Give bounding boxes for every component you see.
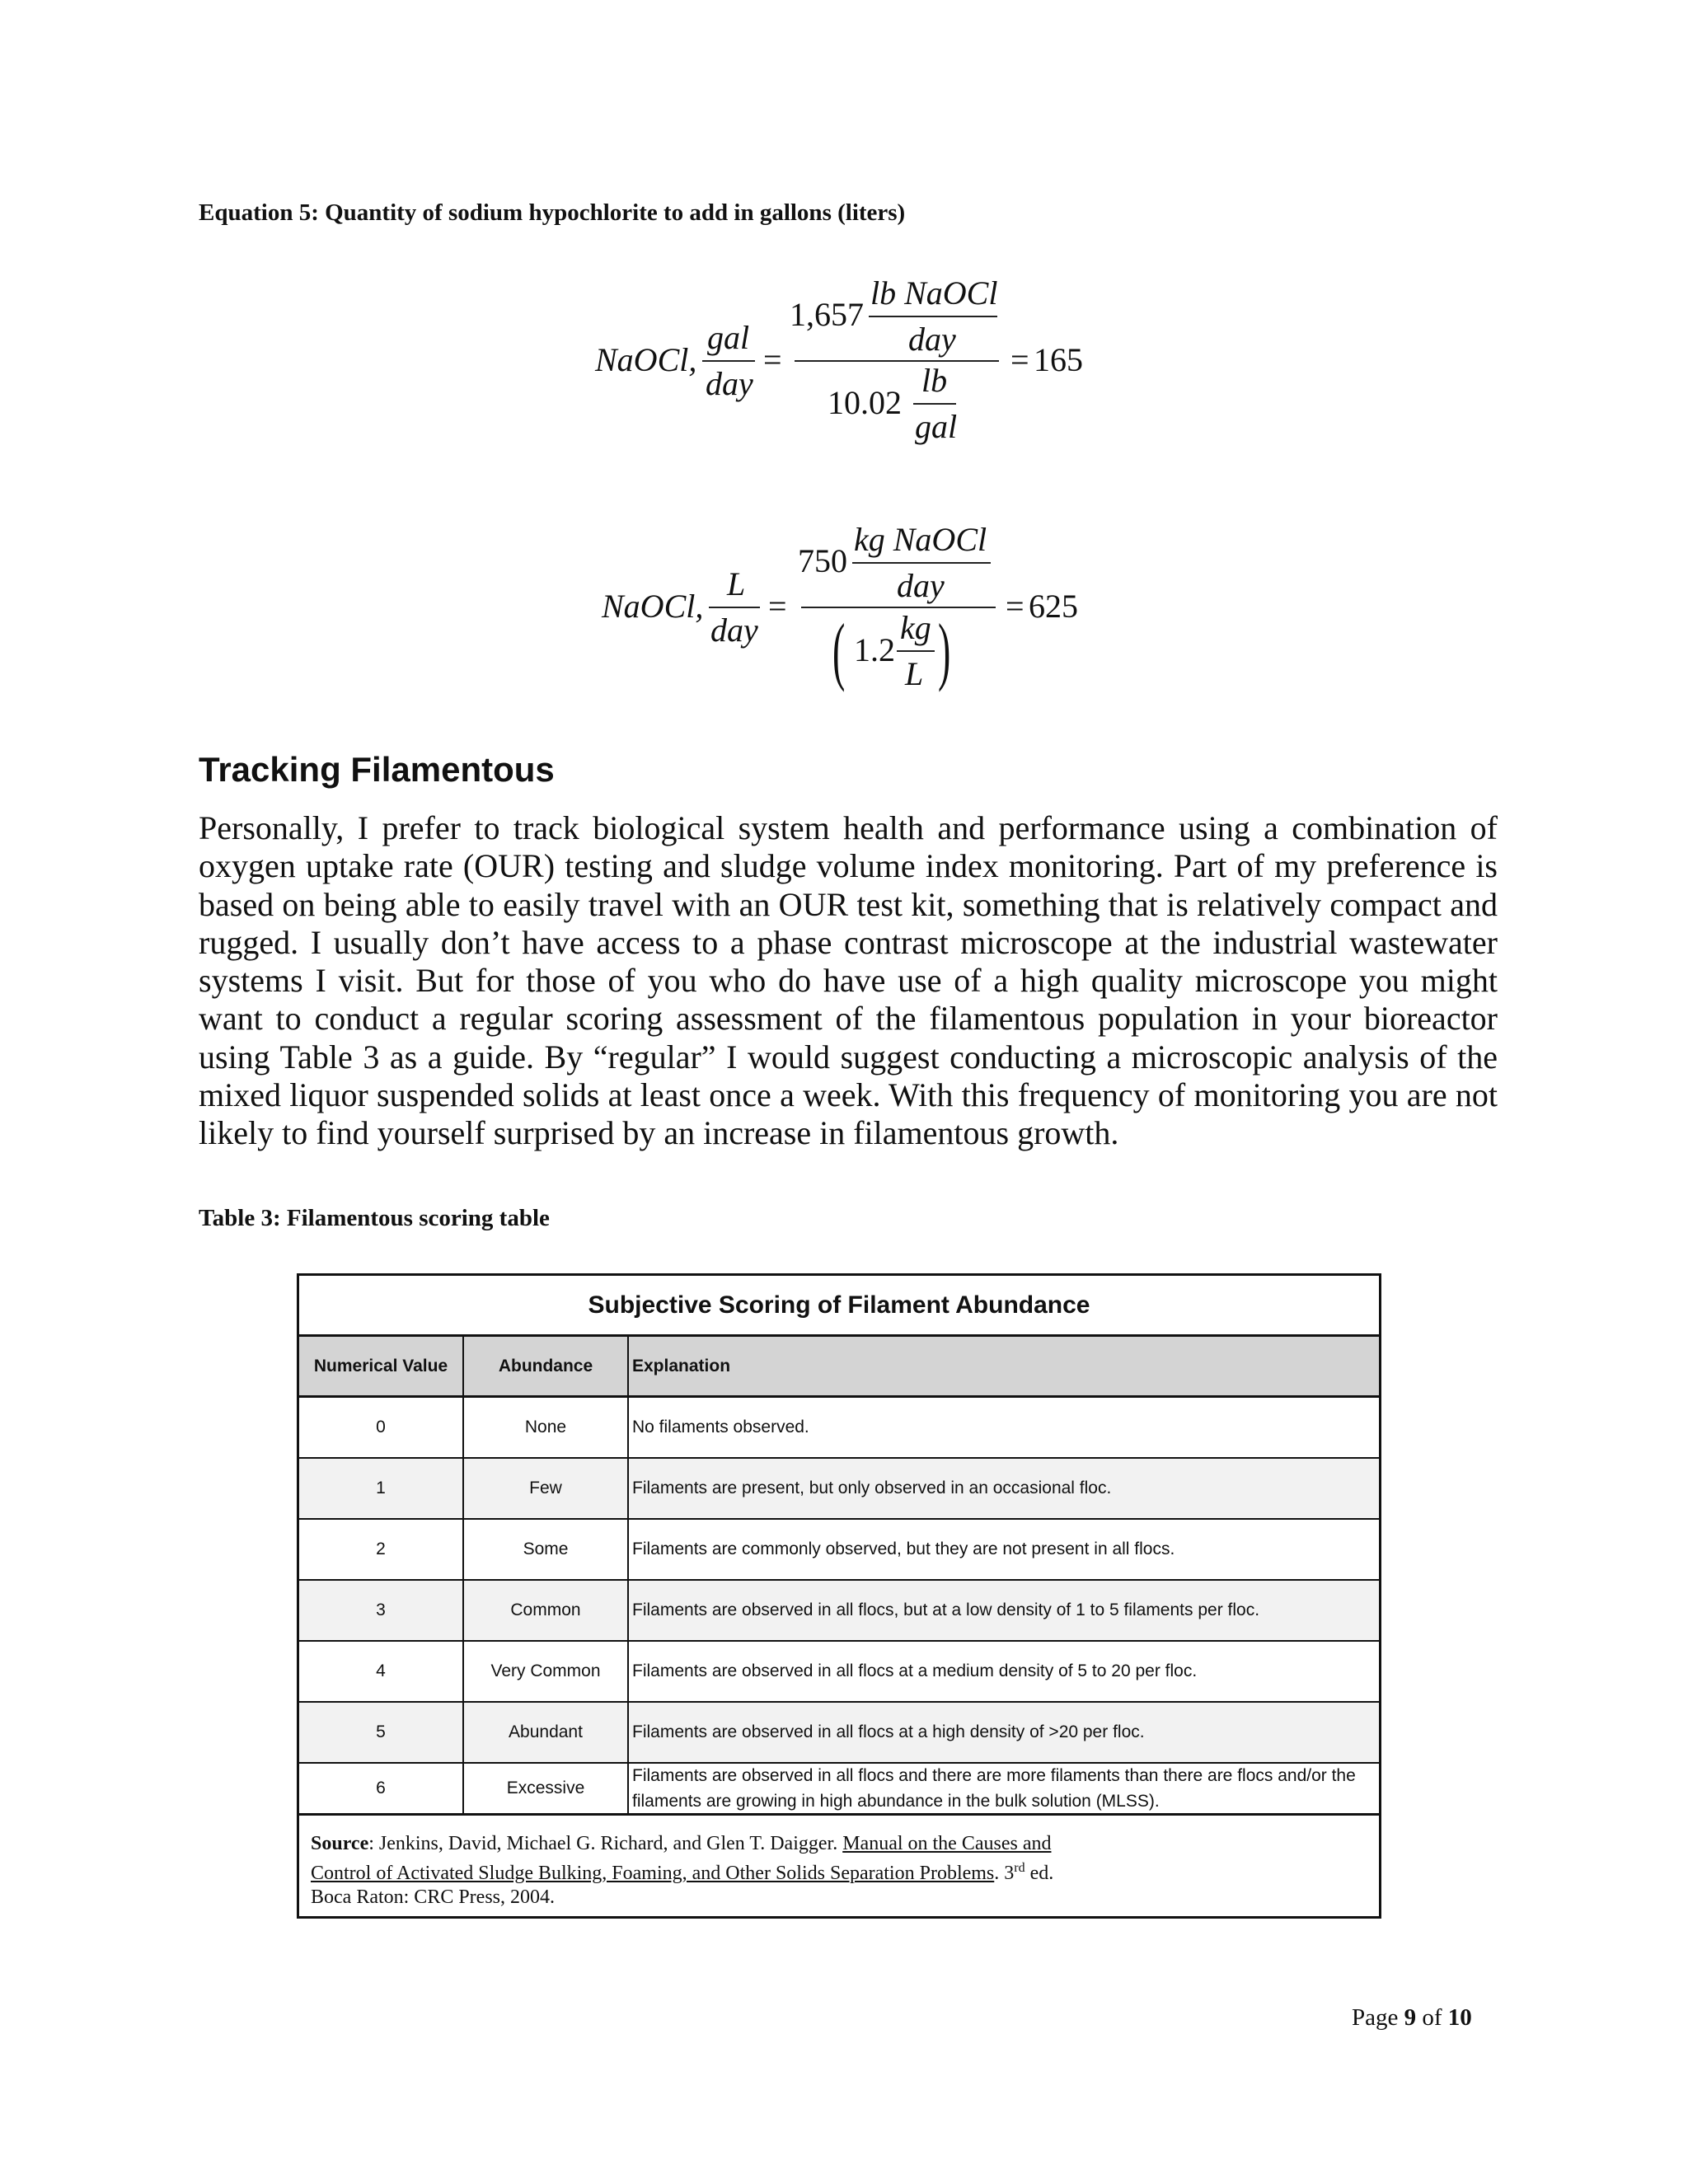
- eq1-equals-2: =: [1010, 341, 1029, 378]
- row-explanation: Filaments are observed in all flocs at a medium density of 5 to 20 per floc.: [632, 1661, 1198, 1680]
- row-abundance: Abundant: [464, 1703, 629, 1762]
- row-value: 6: [299, 1764, 464, 1813]
- table-row: [299, 1398, 1379, 1459]
- row-explanation: Filaments are observed in all flocs and there are more filaments than there are flocs and/or the filaments are growing in high abundance in the bulk solution (MLSS).: [632, 1766, 1356, 1811]
- eq1-main-fraction-bar: [795, 360, 999, 362]
- eq1-unit-top-den: day: [908, 321, 956, 358]
- footer-of-word: of: [1416, 2004, 1448, 2031]
- row-abundance: Common: [464, 1581, 629, 1640]
- header-explanation: Explanation: [632, 1356, 731, 1376]
- eq1-unit-bottom-num: lb: [921, 362, 948, 399]
- eq2-result: 625: [1029, 588, 1078, 625]
- table-row: [299, 1581, 1379, 1642]
- table-row: [299, 1703, 1379, 1764]
- table-row: [299, 1459, 1379, 1520]
- eq2-equals-1: =: [768, 588, 787, 625]
- eq1-unit-bottom-den: gal: [915, 408, 958, 445]
- eq2-unit-top-num: kg NaOCl: [854, 521, 987, 558]
- page-footer: [1352, 2004, 1472, 2032]
- eq2-unit-top-den: day: [897, 567, 945, 604]
- row-abundance: Excessive: [464, 1764, 629, 1813]
- equation-caption: Equation 5: Quantity of sodium hypochlorite to add in gallons (liters): [199, 199, 906, 226]
- row-abundance: None: [464, 1398, 629, 1457]
- row-abundance: Very Common: [464, 1642, 629, 1701]
- filament-scoring-table: [297, 1273, 1381, 1919]
- table-row: [299, 1764, 1379, 1813]
- row-explanation: Filaments are observed in all flocs at a high density of >20 per floc.: [632, 1722, 1145, 1741]
- footer-page-word: Page: [1352, 2004, 1404, 2031]
- header-numerical-value: Numerical Value: [299, 1337, 464, 1395]
- row-explanation: No filaments observed.: [632, 1418, 809, 1436]
- row-value: 1: [299, 1459, 464, 1518]
- eq1-unit-bottom-bar: [913, 403, 956, 405]
- eq1-lhs-fraction-bar: [702, 360, 755, 362]
- row-value: 5: [299, 1703, 464, 1762]
- source-edition-pre: . 3: [994, 1863, 1015, 1884]
- eq1-coef-top: 1,657: [790, 296, 864, 333]
- body-paragraph: Personally, I prefer to track biological system health and performance using a combination of oxygen uptake rate (OUR) testing and sludge volume index monitoring. Part of my preference is based on being able to easily travel with an OUR test kit, something that is relatively compact and rugged. I usually don’t have access to a phase contrast microscope at the industrial wastewater systems I visit. But for those of you who do have use of a high quality microscope you might want to conduct a regular scoring assessment of the filamentous population in your bioreactor using Table 3 as a guide. By “regular” I would suggest conducting a microscopic analysis of the mixed liquor suspended solids at least once a week. With this frequency of monitoring you are not likely to find yourself surprised by an increase in filamentous growth.: [199, 809, 1498, 1152]
- table-title: Subjective Scoring of Filament Abundance: [299, 1276, 1379, 1337]
- table-header-row: [299, 1337, 1379, 1398]
- row-abundance: Some: [464, 1520, 629, 1579]
- row-value: 2: [299, 1520, 464, 1579]
- section-heading: Tracking Filamentous: [199, 750, 555, 789]
- source-edition-post: ed.: [1025, 1863, 1054, 1884]
- eq2-coef-bottom: 1.2: [854, 631, 895, 668]
- eq1-unit-top-num: lb NaOCl: [870, 274, 998, 312]
- eq2-unit-bottom-den: L: [905, 655, 924, 692]
- source-title-line1: Manual on the Causes and: [842, 1833, 1052, 1854]
- eq2-unit-bottom-num: kg: [900, 609, 931, 646]
- row-value: 4: [299, 1642, 464, 1701]
- footer-total-pages: 10: [1447, 2004, 1472, 2031]
- header-abundance: Abundance: [464, 1337, 629, 1395]
- eq2-unit-top-bar: [852, 562, 991, 564]
- eq2-left-paren: (: [832, 608, 846, 692]
- row-explanation: Filaments are observed in all flocs, but at a low density of 1 to 5 filaments per floc.: [632, 1601, 1260, 1619]
- eq1-result: 165: [1034, 341, 1083, 378]
- table-source: [299, 1813, 1379, 1916]
- eq2-equals-2: =: [1006, 588, 1025, 625]
- row-abundance: Few: [464, 1459, 629, 1518]
- eq2-lhs-fraction-bar: [709, 607, 760, 608]
- eq1-lhs-name: NaOCl,: [595, 341, 697, 378]
- eq2-main-fraction-bar: [801, 607, 996, 608]
- source-publisher: Boca Raton: CRC Press, 2004.: [311, 1886, 556, 1908]
- eq2-coef-top: 750: [798, 542, 847, 579]
- eq1-equals-1: =: [763, 341, 782, 378]
- source-edition-sup: rd: [1014, 1861, 1025, 1875]
- footer-page-number: 9: [1404, 2004, 1417, 2031]
- row-explanation: Filaments are present, but only observed in an occasional floc.: [632, 1479, 1112, 1497]
- table-row: [299, 1642, 1379, 1703]
- eq2-unit-bottom-bar: [897, 650, 935, 652]
- eq2-lhs-den: day: [710, 612, 758, 649]
- source-label: Source: [311, 1833, 369, 1854]
- eq1-lhs-num: gal: [707, 319, 750, 356]
- eq1-lhs-den: day: [706, 365, 753, 402]
- row-explanation: Filaments are commonly observed, but they are not present in all flocs.: [632, 1540, 1175, 1558]
- source-title-line2: Control of Activated Sludge Bulking, Foaming, and Other Solids Separation Problems: [311, 1863, 995, 1884]
- table-caption: Table 3: Filamentous scoring table: [199, 1205, 550, 1231]
- eq1-coef-bottom: 10.02: [828, 384, 902, 421]
- row-value: 0: [299, 1398, 464, 1457]
- eq2-lhs-num: L: [727, 565, 746, 602]
- eq2-lhs-name: NaOCl,: [602, 588, 704, 625]
- source-authors: : Jenkins, David, Michael G. Richard, and Glen T. Daigger.: [368, 1833, 843, 1854]
- eq1-unit-top-bar: [869, 316, 997, 317]
- table-row: [299, 1520, 1379, 1581]
- eq2-right-paren: ): [938, 608, 951, 692]
- row-value: 3: [299, 1581, 464, 1640]
